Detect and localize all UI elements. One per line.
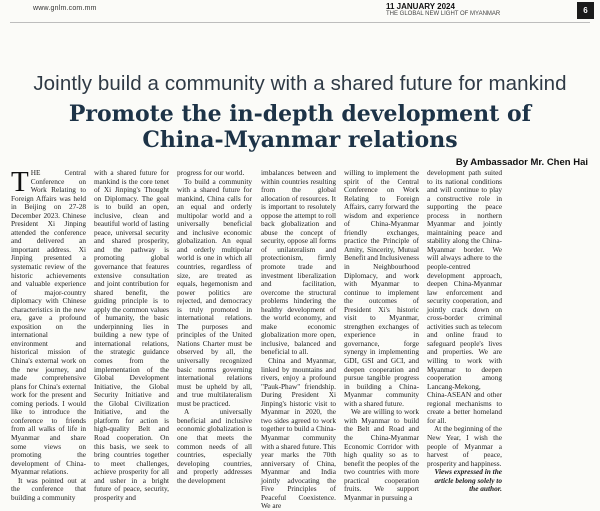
paragraph: We are willing to work with Myanmar to build the Belt and Road and the China-Myanmar Economic Corridor with high quality so as to benefit the peoples of the two countries with more practical cooperation fruits. We support Myanmar in pursuing a: [344, 407, 419, 502]
headline-line-2: China-Myanmar relations: [142, 127, 458, 153]
paragraph: development path suited to its national conditions and will continue to play a constructive role in supporting the peace process in northern Myanmar and jointly maintaining peace and stability along the China-Myanmar border. We will always adhere to the people-centred development approach, deepen China-Myanmar law enforcement and security cooperation, and jointly crack down on cross-border criminal activities such as telecom and online fraud to safeguard people's lives and properties. We are willing to work with Myanmar to deepen cooperation among Lancang-Mekong, China-ASEAN and other regional mechanisms to create a better homeland for all.: [427, 168, 502, 425]
paragraph: with a shared future for mankind is the core tenet of Xi Jinping's Thought on Diplomacy. The goal is to build an open, inclusive, clean and beautiful world of lasting peace, universal security and shared prosperity, and the pathway is promoting global governance that features extensive consultation and joint contribution for shared benefit, the guiding principle is to apply the common values of humanity, the basic underpinning lies in building a new type of international relations, the strategic guidance comes from the implementation of the Global Development Initiative, the Global Security Initiative and the Global Civilization Initiative, and the platform for action is high-quality Belt and Road cooperation. On this basis, we seek to bring countries together to meet challenges, achieve prosperity for all and usher in a bright future of peace, security, prosperity and: [94, 168, 169, 502]
paragraph: It was pointed out at the conference that building a community: [11, 475, 86, 502]
paragraph: To build a community with a shared future for mankind, China calls for an equal and orderly multipolar world and a universally beneficial and inclusive economic globalization. An equal and orderly multipolar world is one in which all countries, regardless of size, are treated as equals, hegemonism and power politics are rejected, and democracy is truly promoted in international relations. The purposes and principles of the United Nations Charter must be observed by all, the universally recognized basic norms governing international relations must be upheld by all, and true multilateralism must be practiced.: [177, 176, 252, 408]
article-column-4: [261, 168, 336, 511]
masthead: [0, 0, 600, 22]
paragraph: imbalances between and within countries resulting from the global allocation of resources. It is important to resolutely oppose the attempt to roll back globalization and abuse the concept of security, oppose all forms of unilateralism and protectionism, firmly promote trade and investment liberalization and facilitation, overcome the structural problems hindering the healthy development of the world economy, and make economic globalization more open, inclusive, balanced and beneficial to all.: [261, 168, 336, 357]
issue-date: 11 JANUARY 2024: [386, 2, 455, 11]
paragraph: At the beginning of the New Year, I wish the people of Myanmar a harvest of peace, prosperity and happiness.: [427, 424, 502, 468]
paragraph: HE Central Conference on Work Relating to Foreign Affairs was held in Beijing on 27-28 December 2023. Chinese President Xi Jinping attended the conference and delivered an important address. Xi Jinping presented a systematic review of the historic achievements and valuable experience of major-country diplomacy with Chinese characteristics in the new era, gave a profound exposition on the international environment and historical mission of China's external work on the new journey, and made comprehensive plans for China's external work for the present and coming periods. I would like to introduce the conference to friends from all walks of life in Myanmar and share some views on promoting the development of China-Myanmar relations.: [11, 168, 86, 477]
article-column-3: [177, 168, 252, 485]
paragraph: progress for our world.: [177, 168, 245, 177]
article-column-1: [11, 166, 86, 502]
paragraph: willing to implement the spirit of the Central Conference on Work Relating to Foreign Affairs, carry forward the wisdom and experience of China-Myanmar friendly exchanges, practice the Principle of Amity, Sincerity, Mutual Benefit and Inclusiveness in Neighbourhood Diplomacy, and work with Myanmar to continue to implement the outcomes of President Xi's historic visit to Myanmar, strengthen exchanges of experience in governance, forge synergy in implementing GDI, GSI and GCI, and deepen cooperation and pursue tangible progress in building a China-Myanmar community with a shared future.: [344, 168, 419, 408]
paragraph: A universally beneficial and inclusive economic globalization is one that meets the common needs of all countries, especially developing countries, and properly addresses the development: [177, 407, 252, 485]
article-column-6: [427, 168, 502, 494]
author-disclaimer: Views expressed in the article belong solely to the author.: [434, 467, 502, 494]
page-number-badge: 6: [577, 2, 594, 19]
article-kicker: Jointly build a community with a shared future for mankind: [33, 72, 567, 95]
paragraph: China and Myanmar, linked by mountains and rivers, enjoy a profound "Pauk-Phaw" friendship. During President Xi Jinping's historic visit to Myanmar in 2020, the two sides agreed to work together to build a China-Myanmar community with a shared future. This year marks the 70th anniversary of China, Myanmar and India jointly advocating the Five Principles of Peaceful Coexistence. We are: [261, 356, 336, 511]
drop-cap: T: [11, 166, 29, 198]
article-column-5: [344, 168, 419, 502]
byline: By Ambassador Mr. Chen Hai: [455, 157, 588, 168]
paper-name: THE GLOBAL NEW LIGHT OF MYANMAR: [386, 11, 501, 17]
site-url[interactable]: www.gnlm.com.mm: [33, 5, 97, 12]
masthead-divider: [10, 22, 590, 23]
article-column-2: [94, 168, 169, 502]
headline-line-1: Promote the in-depth development of: [68, 101, 532, 127]
